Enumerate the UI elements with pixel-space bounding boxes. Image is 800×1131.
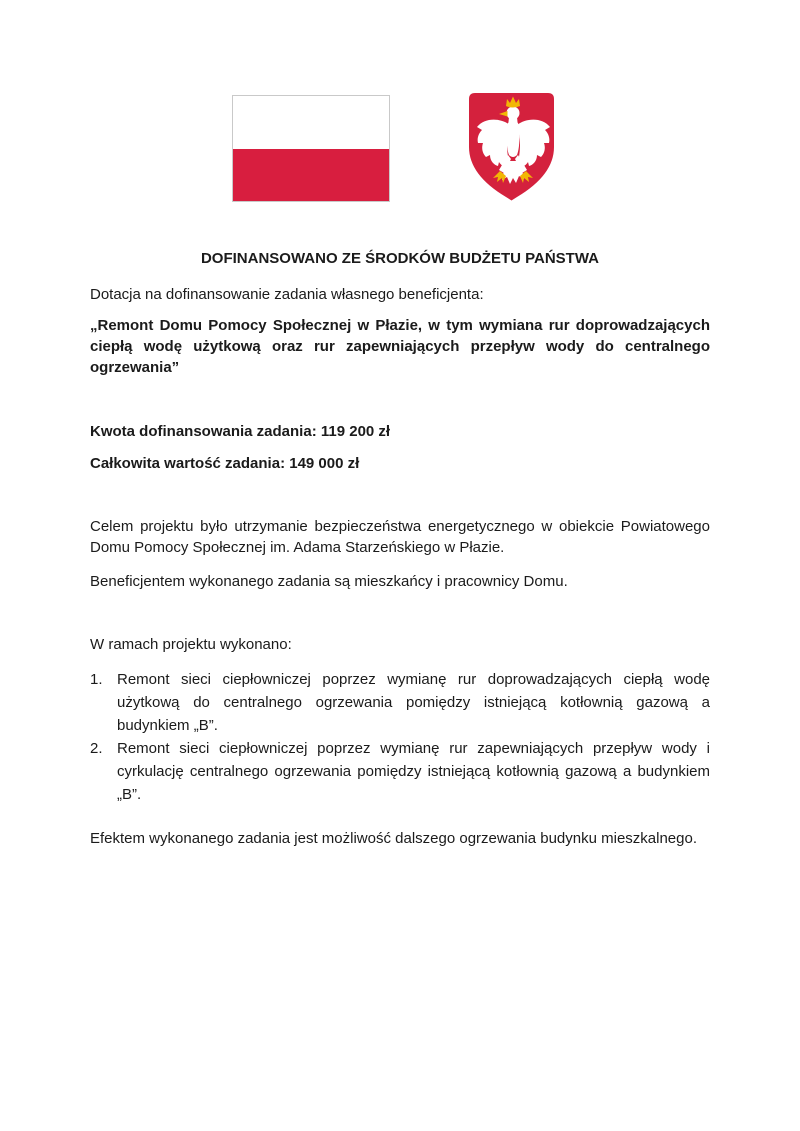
funding-amount-value: 119 200 zł bbox=[320, 423, 391, 440]
total-value-line bbox=[90, 453, 710, 474]
list-item bbox=[90, 668, 710, 737]
list-item-marker: 1. bbox=[90, 671, 103, 688]
total-value-label: Całkowita wartość zadania: bbox=[90, 455, 286, 472]
list-item-text: Remont sieci ciepłowniczej poprzez wymianę rur zapewniających przepływ wody i cyrkulację centralnego ogrzewania pomiędzy istniejącą kotłownią gazową a budynkiem „B”. bbox=[117, 740, 710, 803]
scope-list bbox=[90, 668, 710, 806]
list-item bbox=[90, 737, 710, 806]
document-body bbox=[90, 0, 710, 849]
funding-amount-line bbox=[90, 421, 710, 442]
total-value-value: 149 000 zł bbox=[289, 455, 360, 472]
funding-amount-label: Kwota dofinansowania zadania: bbox=[90, 423, 317, 440]
beneficiary-paragraph: Beneficjentem wykonanego zadania są mieszkańcy i pracownicy Domu. bbox=[90, 573, 568, 590]
result-paragraph: Efektem wykonanego zadania jest możliwość dalszego ogrzewania budynku mieszkalnego. bbox=[90, 830, 698, 847]
list-item-marker: 2. bbox=[90, 740, 103, 757]
project-goal-paragraph: Celem projektu było utrzymanie bezpieczeństwa energetycznego w obiekcie Powiatowego Domu Pomocy Społecznej im. Adama Starzeńskiego w Płazie. bbox=[90, 518, 710, 556]
intro-paragraph: Dotacja na dofinansowanie zadania własnego beneficjenta: bbox=[90, 286, 484, 303]
list-item-text: Remont sieci ciepłowniczej poprzez wymianę rur doprowadzających ciepłą wodę użytkową do centralnego ogrzewania pomiędzy istniejącą kotłownią gazową a budynkiem „B”. bbox=[117, 671, 710, 734]
document-heading: DOFINANSOWANO ZE ŚRODKÓW BUDŻETU PAŃSTWA bbox=[200, 250, 600, 267]
scope-heading: W ramach projektu wykonano: bbox=[90, 636, 292, 653]
project-title-paragraph: „Remont Domu Pomocy Społecznej w Płazie, w tym wymiana rur doprowadzających ciepłą wodę użytkową oraz rur zapewniających przepływ wody do centralnego ogrzewania” bbox=[90, 317, 710, 376]
